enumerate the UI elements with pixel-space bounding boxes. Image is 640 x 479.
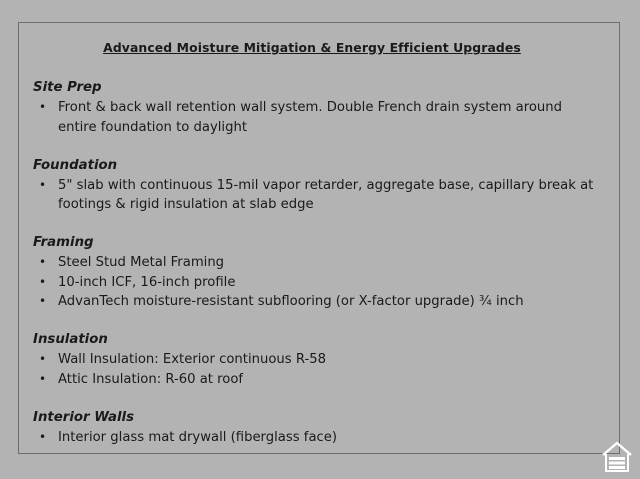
list-item-text: Wall Insulation: Exterior continuous R-58 [58,352,326,367]
bullet-icon: • [39,274,47,289]
list-item-text: Front & back wall retention wall system. Double French drain system around entire foundation to daylight [58,100,563,135]
list-item-text: Steel Stud Metal Framing [58,255,225,270]
bullet-icon: • [39,429,47,444]
list-item [33,350,603,370]
list-item [33,253,603,273]
bullet-list [33,98,603,137]
section-heading: Insulation [33,332,108,347]
section-heading: Framing [33,235,94,250]
bullet-icon: • [39,255,47,269]
section-heading: Interior Walls [33,409,134,425]
bullet-icon: • [39,371,47,386]
list-item-text: AdvanTech moisture-resistant subflooring (or X-factor upgrade) ¾ inch [58,294,524,309]
list-item [33,292,603,312]
list-item-text: 10-inch ICF, 16-inch profile [58,274,236,290]
list-item [33,98,603,137]
list-item-text: Interior glass mat drywall (fiberglass face) [58,429,338,445]
bullet-icon: • [39,352,47,366]
bullet-icon: • [39,294,47,308]
list-item [33,273,603,293]
section-insulation [33,331,603,389]
house-logo-icon [600,439,634,473]
list-item [33,176,603,215]
bullet-list [33,428,603,448]
section-heading: Site Prep [33,80,102,95]
section-interior-walls [33,409,603,448]
bullet-list [33,176,603,215]
sections-list [33,79,603,467]
bullet-icon: • [39,177,47,192]
section-foundation [33,157,603,215]
section-site-prep [33,79,603,137]
document-title: Advanced Moisture Mitigation & Energy Efficient Upgrades [103,40,521,55]
list-item-text: Attic Insulation: R-60 at roof [58,371,244,387]
list-item [33,370,603,390]
bullet-list [33,350,603,389]
list-item [33,428,603,448]
section-framing [33,234,603,312]
bullet-list [33,253,603,312]
bullet-icon: • [39,100,47,114]
list-item-text: 5" slab with continuous 15-mil vapor retarder, aggregate base, capillary break at footings & rigid insulation at slab edge [58,177,594,212]
section-heading: Foundation [33,157,118,173]
